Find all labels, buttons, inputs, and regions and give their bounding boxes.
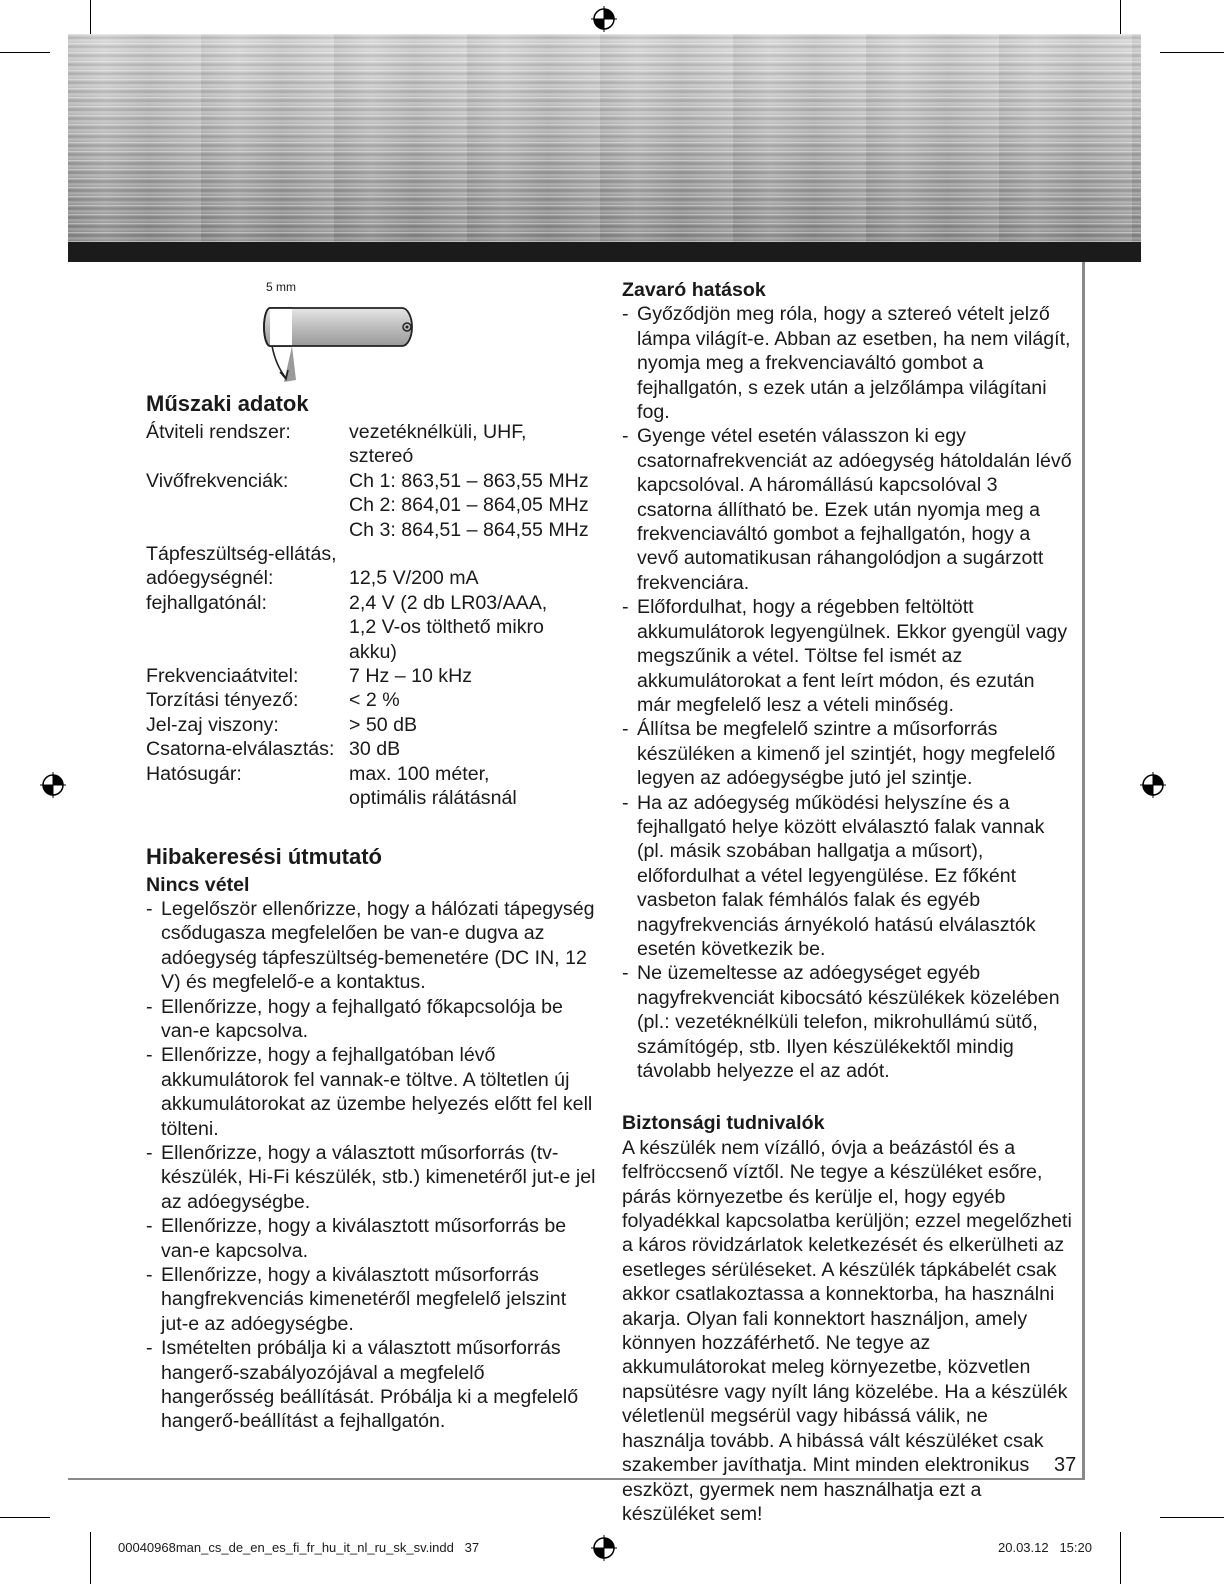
list-item: - Ellenőrizze, hogy a kiválasztott műsorforrás be van-e kapcsolva. <box>146 1214 596 1263</box>
spec-label: fejhallgatónál: <box>146 591 267 614</box>
spec-label: Jel-zaj viszony: <box>146 713 279 736</box>
page-border-right <box>1082 262 1085 1480</box>
crop-mark <box>1120 1532 1121 1584</box>
spec-row <box>146 493 596 517</box>
spec-value: vezetéknélküli, UHF, sztereó <box>349 421 527 468</box>
spec-row <box>146 420 596 469</box>
spec-label: Torzítási tényező: <box>146 689 299 712</box>
spec-row <box>146 542 596 566</box>
spec-row <box>146 469 596 493</box>
spec-value: Ch 2: 864,01 – 864,05 MHz <box>349 494 589 517</box>
spec-row <box>146 688 596 712</box>
specs-table <box>146 420 596 811</box>
interference-title: Zavaró hatások <box>622 279 766 301</box>
crop-mark <box>0 52 50 53</box>
list-item: - Győződjön meg róla, hogy a sztereó vételt jelző lámpa világít-e. Abban az esetben, ha nem világít, nyomja meg a frekvenciaváltó gombot a fejhallgatón, s ezek után a jelzőlámpa világítani fog. <box>622 302 1072 424</box>
list-item: - Ellenőrizze, hogy a választott műsorforrás (tv-készülék, Hi-Fi készülék, stb.) kimenetéről jut-e jel az adóegységbe. <box>146 1141 596 1214</box>
registration-mark-icon <box>591 6 617 32</box>
battery-icon <box>262 280 432 385</box>
spec-label: Frekvenciaátvitel: <box>146 665 299 688</box>
header-bar <box>68 242 1141 262</box>
spec-label: Csatorna-elválasztás: <box>146 738 335 761</box>
spec-row <box>146 713 596 737</box>
list-item: - Gyenge vétel esetén válasszon ki egy csatornafrekvenciát az adóegység hátoldalán lévő kapcsolóval. A háromállású kapcsolóval 3 csatorna állítható be. Ezek után nyomja meg a frekvenciaváltó gombot a fejhallgatón, hogy a vevő automatikusan ráhangolódjon a sugárzott frekvenciára. <box>622 424 1072 595</box>
spec-row <box>146 737 596 761</box>
list-item: - Ellenőrizze, hogy a fejhallgatóban lévő akkumulátorok fel vannak-e töltve. A töltetlen új akkumulátorokat az üzembe helyezés előtt fel kell tölteni. <box>146 1043 596 1141</box>
list-item: - Előfordulhat, hogy a régebben feltöltött akkumulátorok legyengülnek. Ekkor gyengül vagy megszűnik a vétel. Töltse fel ismét az akkumulátorokat a fent leírt módon, és ezután már megfelelő lesz a vételi minőség. <box>622 595 1072 717</box>
spec-label: Átviteli rendszer: <box>146 421 291 443</box>
left-column <box>146 390 596 1434</box>
spec-row <box>146 591 596 615</box>
spec-value: max. 100 méter, <box>349 762 490 785</box>
crop-mark <box>1160 1517 1224 1518</box>
troubleshooting-list <box>146 897 596 1434</box>
spec-row <box>146 518 596 542</box>
spec-value: 7 Hz – 10 kHz <box>349 665 473 688</box>
spec-row <box>146 664 596 688</box>
crop-mark <box>90 1532 91 1584</box>
spec-value: Ch 3: 864,51 – 864,55 MHz <box>349 518 589 541</box>
registration-mark-icon <box>1140 772 1166 798</box>
right-column <box>622 278 1072 1526</box>
list-item: - Ne üzemeltesse az adóegységet egyéb nagyfrekvenciát kibocsátó készülékek közelében (pl.: vezetéknélküli telefon, mikrohullámú sütő, számítógép, stb. Ilyen készülékektől mindig távolabb helyezze el az adót. <box>622 961 1072 1083</box>
spec-row <box>146 786 596 810</box>
spec-value: 30 dB <box>349 738 401 761</box>
specs-title: Műszaki adatok <box>146 391 309 416</box>
crop-mark <box>0 1517 50 1518</box>
troubleshooting-title: Hibakeresési útmutató <box>146 843 382 869</box>
spec-value: 2,4 V (2 db LR03/AAA, <box>349 591 548 614</box>
list-item: - Ismételten próbálja ki a választott műsorforrás hangerő-szabályozójával a megfelelő hangerősség beállítását. Próbálja ki a megfelelő hangerő-beállítást a fejhallgatón. <box>146 1336 596 1434</box>
list-item: - Legelőször ellenőrizze, hogy a hálózati tápegység csődugasza megfelelően be van-e dugva az adóegység tápfeszültség-bemenetére (DC IN, 12 V) és megfelelő-e a kontaktus. <box>146 897 596 995</box>
spec-row <box>146 762 596 786</box>
safety-text: A készülék nem vízálló, óvja a beázástól és a felfröccsenő víztől. Ne tegye a készüléket esőre, párás környezetbe és kerülje el, hogy egyéb folyadékkal kapcsolatba kerüljön; ezzel megelőzheti a káros rövidzárlatok keletkezését és elkerülheti az esetleges sérüléseket. A készülék tápkábelét csak akkor csatlakoztassa a konnektorba, ha használni akarja. Olyan fali konnektort használjon, amely könnyen hozzáférhető. Ne tegye az akkumulátorokat meleg környezetbe, közvetlen napsütésre vagy nyílt láng közelébe. Ha a készülék véletlenül megsérül vagy hibássá válik, ne használja tovább. A hibássá vált készüléket csak szakember javíthatja. Mint minden elektronikus eszközt, gyermek nem használhatja ezt a készüléket sem! <box>622 1136 1072 1525</box>
spec-label: Hatósugár: <box>146 762 242 785</box>
crop-mark <box>1160 52 1224 53</box>
no-reception-subtitle: Nincs vétel <box>146 873 250 896</box>
spec-row <box>146 615 596 664</box>
spec-label <box>146 518 349 542</box>
spec-row <box>146 566 596 590</box>
spec-value: > 50 dB <box>349 713 418 736</box>
battery-caption: 5 mm <box>266 280 296 294</box>
registration-mark-icon <box>591 1535 617 1561</box>
spec-label <box>146 786 349 810</box>
interference-list <box>622 302 1072 1083</box>
spec-label: Tápfeszültség-ellátás, <box>146 543 337 566</box>
registration-mark-icon <box>40 772 66 798</box>
page-number: 37 <box>1054 1454 1077 1476</box>
footer-filename: 00040968man_cs_de_en_es_fi_fr_hu_it_nl_ru_sk_sv.indd 37 <box>118 1540 480 1555</box>
spec-label: adóegységnél: <box>146 567 274 590</box>
safety-title: Biztonsági tudnivalók <box>622 1112 825 1135</box>
brushed-metal-header <box>68 34 1141 242</box>
spec-label <box>146 615 349 664</box>
spec-label: Vivőfrekvenciák: <box>146 469 289 492</box>
list-item: - Ellenőrizze, hogy a kiválasztott műsorforrás hangfrekvenciás kimenetéről megfelelő jelszint jut-e az adóegységbe. <box>146 1263 596 1336</box>
list-item: - Állítsa be megfelelő szintre a műsorforrás készüléken a kimenő jel szintjét, hogy megfelelő legyen az adóegységbe jutó jel szintje. <box>622 717 1072 790</box>
list-item: - Ha az adóegység működési helyszíne és a fejhallgató helye között elválasztó falak vannak (pl. másik szobában hallgatja a műsort), előfordulhat a vétel legyengülése. Ez főként vasbeton falak fémhálós falak és egyéb nagyfrekvenciás árnyékoló hatású elválasztók esetén következik be. <box>622 791 1072 962</box>
spec-value: 12,5 V/200 mA <box>349 567 479 590</box>
battery-diagram <box>262 280 432 385</box>
spec-value: optimális rálátásnál <box>349 787 517 810</box>
footer-date: 20.03.12 15:20 <box>998 1540 1092 1555</box>
spec-value: < 2 % <box>349 689 400 712</box>
spec-label <box>146 493 349 517</box>
spec-value: 1,2 V-os tölthető mikro akku) <box>349 616 544 663</box>
list-item: - Ellenőrizze, hogy a fejhallgató főkapcsolója be van-e kapcsolva. <box>146 995 596 1044</box>
spec-value: Ch 1: 863,51 – 863,55 MHz <box>349 469 589 492</box>
